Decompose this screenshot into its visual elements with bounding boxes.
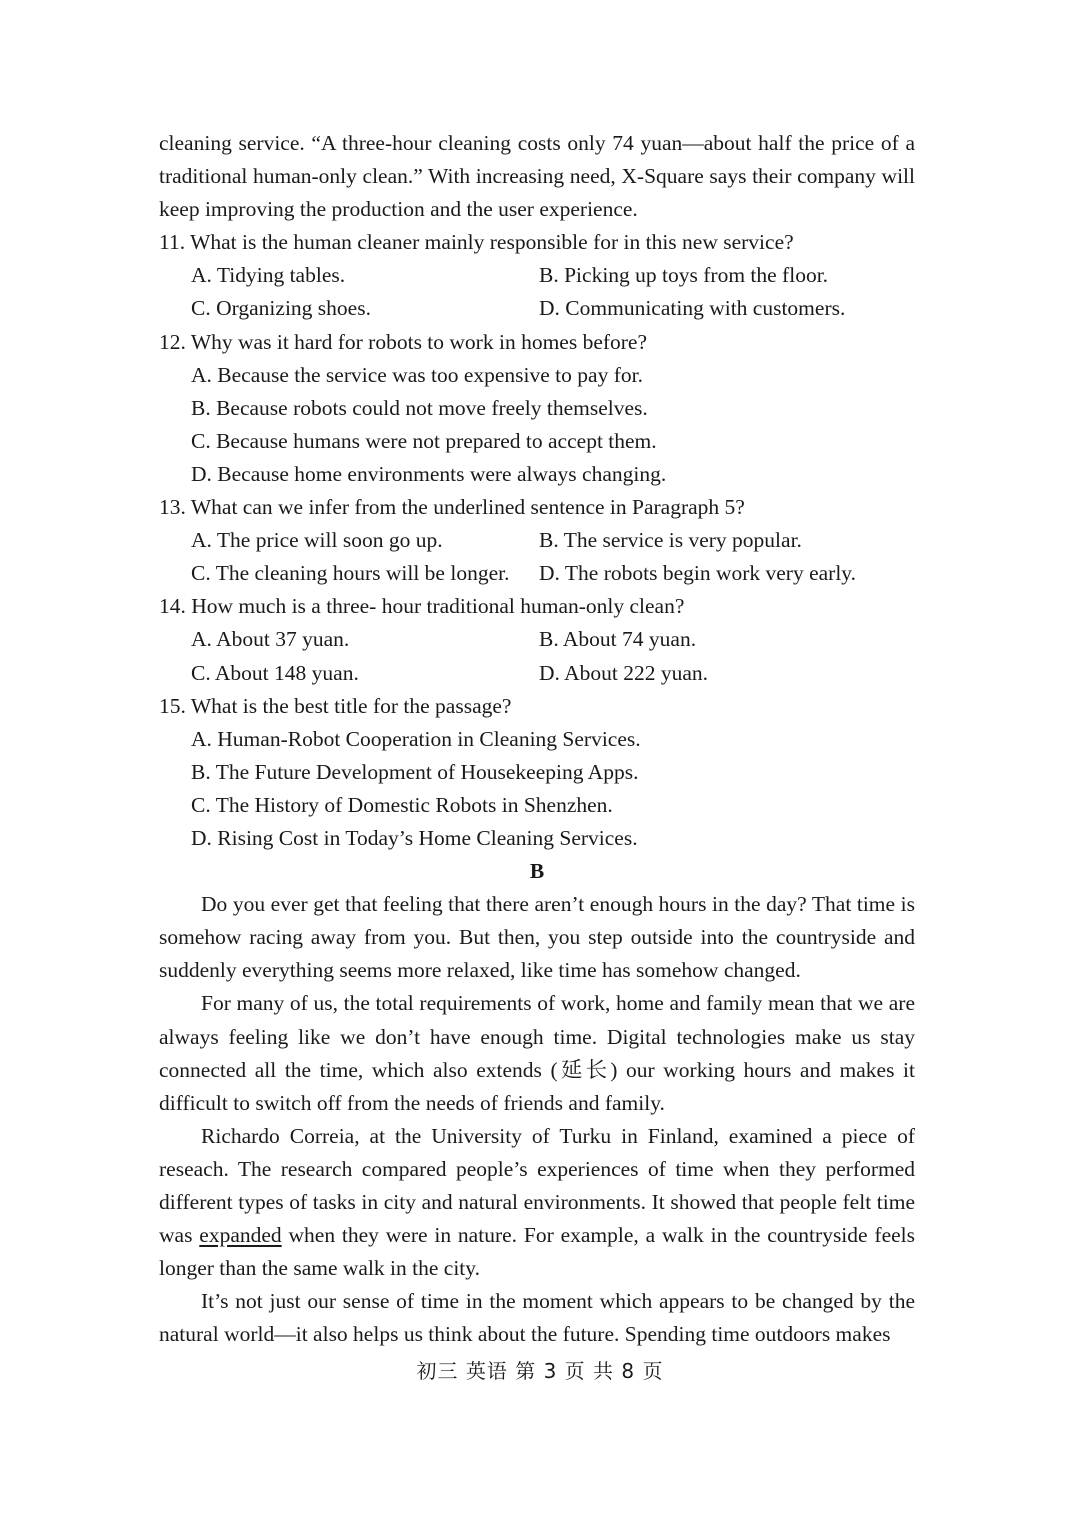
question-14 bbox=[159, 590, 915, 689]
option-c: C. Organizing shoes. bbox=[191, 296, 371, 321]
underlined-word: expanded bbox=[199, 1223, 282, 1248]
question-13 bbox=[159, 491, 915, 590]
question-stem: 12. Why was it hard for robots to work in homes before? bbox=[159, 329, 648, 354]
exam-page bbox=[159, 127, 915, 1351]
passage-b-paragraph-3 bbox=[159, 1120, 915, 1285]
section-b-title: B bbox=[529, 859, 545, 884]
option-b: B. About 74 yuan. bbox=[539, 627, 697, 652]
question-stem: 14. How much is a three- hour traditional human-only clean? bbox=[159, 594, 685, 619]
question-11 bbox=[159, 226, 915, 325]
question-12 bbox=[159, 326, 915, 491]
passage-b-paragraph-1: Do you ever get that feeling that there aren’t enough hours in the day? That time is somehow racing away from you. But then, you step outside into the countryside and suddenly everything seems more relaxed, like time has somehow changed. bbox=[159, 892, 915, 983]
paragraph-text-after: when they were in nature. For example, a walk in the countryside feels longer than the same walk in the city. bbox=[159, 1223, 915, 1281]
question-stem: 15. What is the best title for the passage? bbox=[159, 693, 512, 718]
paragraph-text-before: Richardo Correia, at the University of Turku in Finland, examined a piece of reseach. The research compared people’s experiences of time when they performed different types of tasks in city and natural environments. It showed that people felt time was bbox=[159, 1123, 915, 1248]
option-d: D. Because home environments were always changing. bbox=[191, 461, 667, 486]
option-a: A. Tidying tables. bbox=[191, 263, 346, 288]
option-d: D. Communicating with customers. bbox=[539, 296, 846, 321]
option-a: A. Human-Robot Cooperation in Cleaning Services. bbox=[191, 726, 641, 751]
page-footer: 初三 英语 第 3 页 共 8 页 bbox=[416, 1359, 664, 1383]
option-b: B. Picking up toys from the floor. bbox=[539, 263, 829, 288]
option-d: D. Rising Cost in Today’s Home Cleaning Services. bbox=[191, 825, 638, 850]
option-a: A. The price will soon go up. bbox=[191, 528, 443, 553]
option-b: B. Because robots could not move freely themselves. bbox=[191, 395, 648, 420]
question-stem: 13. What can we infer from the underlined sentence in Paragraph 5? bbox=[159, 495, 745, 520]
option-a: A. About 37 yuan. bbox=[191, 627, 350, 652]
option-c: C. The cleaning hours will be longer. bbox=[191, 561, 510, 586]
option-d: D. About 222 yuan. bbox=[539, 660, 709, 685]
question-stem: 11. What is the human cleaner mainly responsible for in this new service? bbox=[159, 230, 794, 255]
option-b: B. The service is very popular. bbox=[539, 528, 802, 553]
passage-a-closing-paragraph: cleaning service. “A three-hour cleaning costs only 74 yuan—about half the price of a traditional human-only clean.” With increasing need, X-Square says their company will keep improving the production and the user experience. bbox=[159, 131, 915, 222]
option-d: D. The robots begin work very early. bbox=[539, 561, 857, 586]
question-15 bbox=[159, 690, 915, 855]
passage-b-paragraph-4: It’s not just our sense of time in the moment which appears to be changed by the natural world—it also helps us think about the future. Spending time outdoors makes bbox=[159, 1289, 915, 1347]
option-c: C. The History of Domestic Robots in Shenzhen. bbox=[191, 792, 613, 817]
option-a: A. Because the service was too expensive to pay for. bbox=[191, 362, 643, 387]
option-b: B. The Future Development of Housekeeping Apps. bbox=[191, 759, 639, 784]
option-c: C. Because humans were not prepared to accept them. bbox=[191, 428, 657, 453]
option-c: C. About 148 yuan. bbox=[191, 660, 359, 685]
passage-b-paragraph-2: For many of us, the total requirements of work, home and family mean that we are always feeling like we don’t have enough time. Digital technologies make us stay connected all the time, which also extends (延长) our working hours and makes it difficult to switch off from the needs of friends and family. bbox=[159, 991, 915, 1115]
